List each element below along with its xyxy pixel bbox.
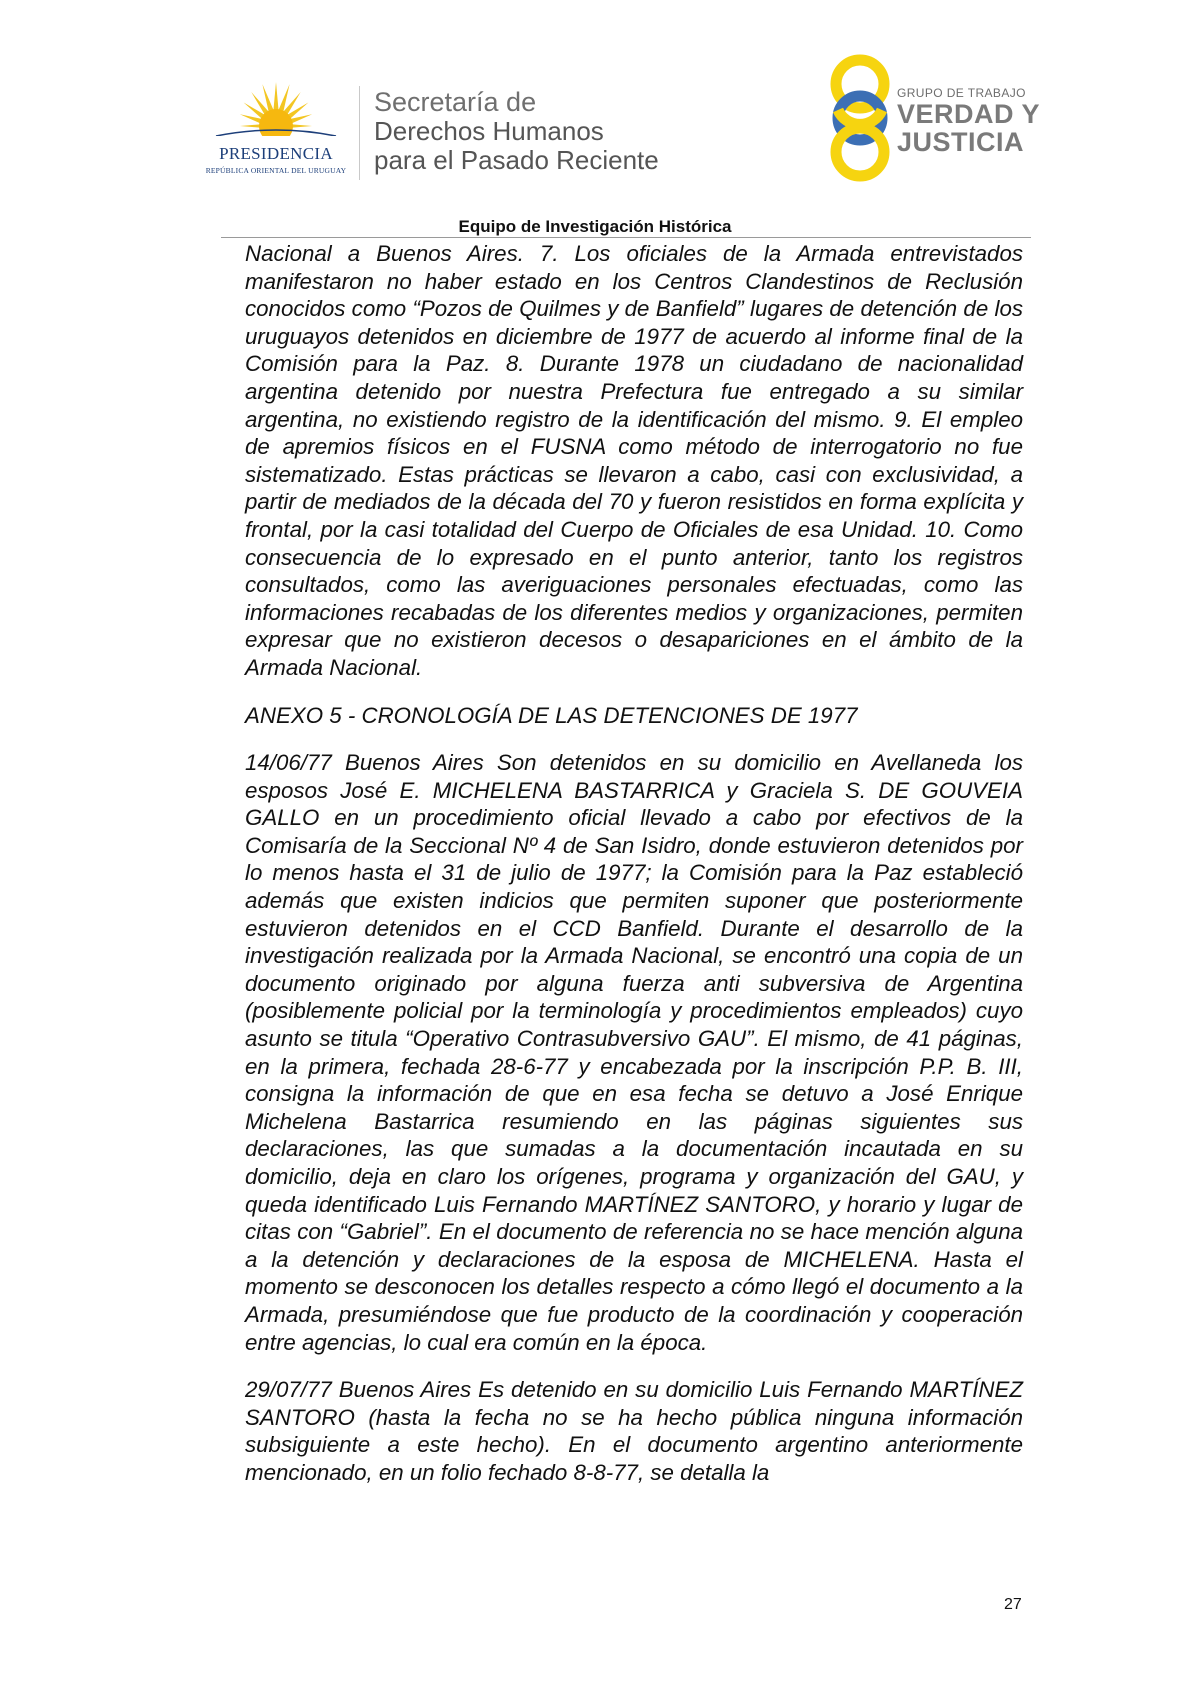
secretaria-line-1: Secretaría de <box>374 87 537 117</box>
grupo-line-2: VERDAD Y <box>897 99 1041 129</box>
secretaria-line-2: Derechos Humanos <box>374 116 604 146</box>
sun-emblem-icon <box>196 78 356 148</box>
grupo-trabajo-text <box>897 86 1040 156</box>
presidencia-subtitle: REPÚBLICA ORIENTAL DEL URUGUAY <box>205 166 347 175</box>
secretaria-line-3: para el Pasado Reciente <box>374 145 659 175</box>
page-header <box>0 0 1190 230</box>
grupo-trabajo-rings-icon <box>820 54 900 182</box>
paragraph-29-07-77: 29/07/77 Buenos Aires Es detenido en su domicilio Luis Fernando MARTÍNEZ SANTORO (hasta la fecha no se ha hecho pública ninguna información subsiguiente a este hecho). En el documento argentino anteriormente mencionado, en un folio fechado 8-8-77, se detalla la <box>245 1377 1023 1485</box>
document-body <box>245 240 1023 1507</box>
header-divider <box>359 86 360 180</box>
presidencia-name: PRESIDENCIA <box>219 144 333 163</box>
page-number: 27 <box>1004 1596 1022 1613</box>
grupo-line-3: JUSTICIA <box>897 127 1025 157</box>
secretaria-logo-text <box>374 88 659 175</box>
paragraph-armada-conclusions: Nacional a Buenos Aires. 7. Los oficiales de la Armada entrevistados manifestaron no haber estado en los Centros Clandestinos de Reclusión conocidos como “Pozos de Quilmes y de Banfield” lugares de detención de los uruguayos detenidos en diciembre de 1977 de acuerdo al informe final de la Comisión para la Paz. 8. Durante 1978 un ciudadano de nacionalidad argentina detenido por nuestra Prefectura fue entregado a su similar argentina, no existiendo registro de la identificación del mismo. 9. El empleo de apremios físicos en el FUSNA como método de interrogatorio no fue sistematizado. Estas prácticas se llevaron a cabo, casi con exclusividad, a partir de mediados de la década del 70 y fueron resistidos en forma explícita y frontal, por la casi totalidad del Cuerpo de Oficiales de esa Unidad. 10. Como consecuencia de lo expresado en el punto anterior, tanto los registros consultados, como las averiguaciones personales efectuadas, como las informaciones recabadas de los diferentes medios y organizaciones, permiten expresar que no existieron decesos o desapariciones en el ámbito de la Armada Nacional. <box>245 241 1023 680</box>
grupo-line-1: GRUPO DE TRABAJO <box>897 86 1026 100</box>
paragraph-14-06-77: 14/06/77 Buenos Aires Son detenidos en su domicilio en Avellaneda los esposos José E. MICHELENA BASTARRICA y Graciela S. DE GOUVEIA GALLO en un procedimiento oficial llevado a cabo por efectivos de la Comisaría de la Seccional Nº 4 de San Isidro, donde estuvieron detenidos por lo menos hasta el 31 de julio de 1977; la Comisión para la Paz estableció además que existen indicios que permiten suponer que posteriormente estuvieron detenidos en el CCD Banfield. Durante el desarrollo de la investigación realizada por la Armada Nacional, se encontró una copia de un documento originado por alguna fuerza anti subversiva de Argentina (posiblemente policial por la terminología y procedimientos empleados) cuyo asunto se titula “Operativo Contrasubversivo GAU”. El mismo, de 41 páginas, en la primera, fechada 28-6-77 y encabezada por la inscripción P.P. B. III, consigna la información de que en esa fecha se detuvo a José Enrique Michelena Bastarrica resumiendo en las páginas siguientes sus declaraciones, las que sumadas a la documentación incautada en su domicilio, deja en claro los orígenes, programa y organización del GAU, y queda identificado Luis Fernando MARTÍNEZ SANTORO, y horario y lugar de citas con “Gabriel”. En el documento de referencia no se hace mención alguna a la detención y declaraciones de la esposa de MICHELENA. Hasta el momento se desconocen los detalles respecto a cómo llegó el documento a la Armada, presumiéndose que fue producto de la coordinación y cooperación entre agencias, lo cual era común en la época. <box>245 750 1023 1355</box>
section-title: Equipo de Investigación Histórica <box>458 217 732 236</box>
annex-heading: ANEXO 5 - CRONOLOGÍA DE LAS DETENCIONES DE 1977 <box>245 702 858 728</box>
header-rule <box>221 237 1031 238</box>
presidencia-logo <box>196 78 356 188</box>
